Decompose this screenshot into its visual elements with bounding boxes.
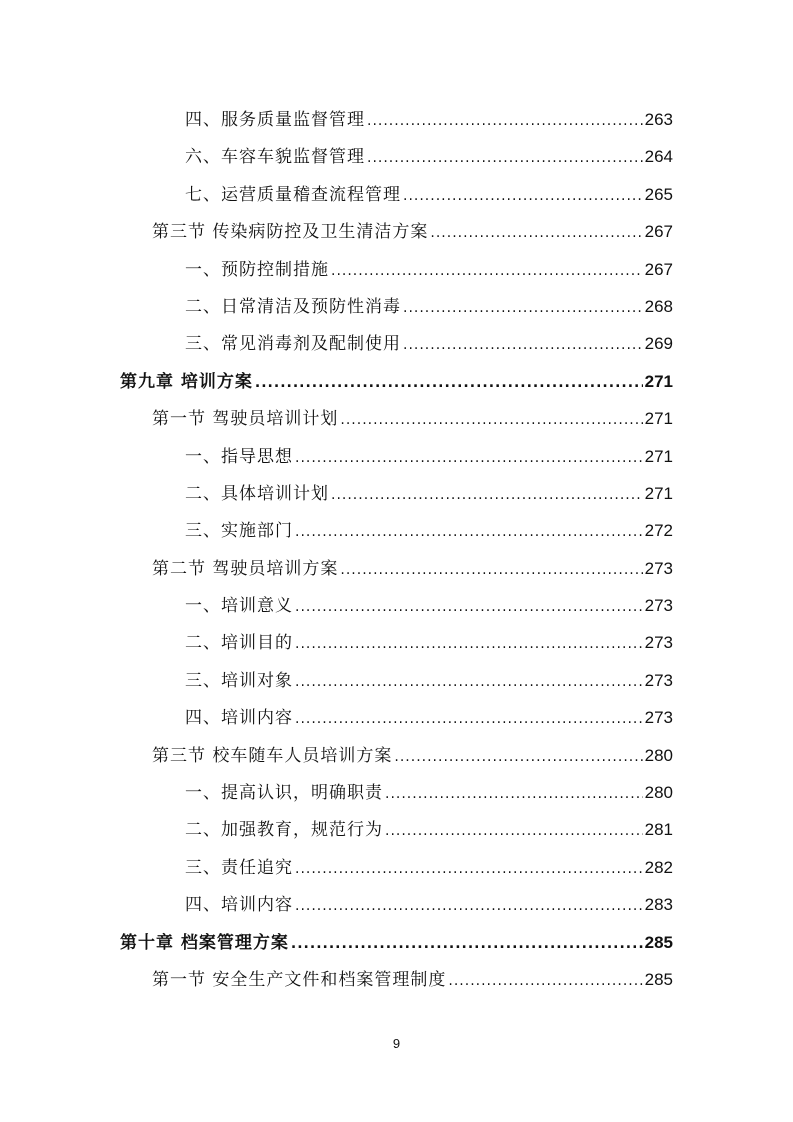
toc-entry-page: 265 [644, 184, 673, 204]
dot-leader [385, 776, 643, 813]
toc-section-entry[interactable] [0, 213, 793, 250]
toc-subsection-entry[interactable] [0, 774, 793, 811]
dot-leader [385, 813, 643, 850]
toc-entry-page: 285 [644, 969, 673, 989]
toc-entry-title: 三、责任追究 [185, 857, 293, 878]
toc-entry-title: 四、服务质量监督管理 [185, 110, 365, 130]
toc-entry-page: 271 [644, 409, 673, 429]
dot-leader [295, 701, 643, 738]
toc-entry-page: 268 [644, 296, 673, 316]
toc-section-entry[interactable] [0, 400, 793, 437]
toc-entry-page: 273 [644, 670, 673, 690]
page-number: 9 [392, 1036, 401, 1051]
dot-leader [295, 664, 643, 701]
toc-entry-page: 273 [644, 633, 673, 653]
toc-entry-title: 第十章 档案管理方案 [120, 932, 289, 953]
toc-entry-title: 三、培训对象 [185, 670, 293, 691]
toc-entry-title: 一、培训意义 [185, 596, 293, 617]
toc-entry-title: 第一节 驾驶员培训计划 [152, 409, 339, 430]
toc-subsection-entry[interactable] [0, 512, 793, 549]
toc-entry-page: 271 [644, 371, 673, 391]
toc-entry-title: 四、培训内容 [185, 895, 293, 916]
toc-entry-title: 三、实施部门 [185, 521, 293, 542]
dot-leader [448, 963, 642, 1000]
toc-entry-page: 280 [644, 783, 673, 803]
toc-entry-page: 280 [644, 745, 673, 765]
toc-subsection-entry[interactable] [0, 811, 793, 848]
toc-subsection-entry[interactable] [0, 325, 793, 362]
toc-entry-page: 281 [644, 820, 673, 840]
toc-entry-page: 271 [644, 446, 673, 466]
toc-subsection-entry[interactable] [0, 886, 793, 923]
toc-entry-title: 七、运营质量稽查流程管理 [185, 184, 401, 205]
toc-entry-page: 264 [644, 147, 673, 167]
toc-entry-page: 273 [644, 596, 673, 616]
toc-entry-title: 第九章 培训方案 [120, 371, 253, 392]
dot-leader [340, 552, 642, 589]
toc-section-entry[interactable] [0, 961, 793, 998]
toc-entry-title: 四、培训内容 [185, 708, 293, 729]
toc-subsection-entry[interactable] [0, 176, 793, 213]
dot-leader [295, 440, 643, 477]
toc-entry-title: 第三节 传染病防控及卫生清洁方案 [152, 222, 429, 243]
toc-entry-title: 第二节 驾驶员培训方案 [152, 558, 339, 579]
toc-entry-page: 273 [644, 558, 673, 578]
dot-leader [255, 365, 643, 402]
toc-section-entry[interactable] [0, 737, 793, 774]
dot-leader [295, 851, 643, 888]
dot-leader [295, 626, 643, 663]
dot-leader [331, 477, 643, 514]
toc-entry-page: 285 [644, 932, 673, 952]
toc-subsection-entry[interactable] [0, 699, 793, 736]
toc-entry-page: 267 [644, 222, 673, 242]
toc-entry-title: 一、指导思想 [185, 446, 293, 467]
toc-entry-title: 六、车容车貌监督管理 [185, 147, 365, 168]
toc-entry-page: 271 [644, 483, 673, 503]
toc-entry-title: 二、具体培训计划 [185, 483, 329, 504]
toc-entry-page: 283 [644, 895, 673, 915]
dot-leader [331, 253, 643, 290]
toc-subsection-entry[interactable] [0, 475, 793, 512]
dot-leader [403, 178, 643, 215]
dot-leader [295, 888, 643, 925]
toc-entry-title: 二、日常清洁及预防性消毒 [185, 296, 401, 317]
toc-subsection-entry[interactable] [0, 849, 793, 886]
dot-leader [367, 103, 643, 140]
toc-subsection-entry[interactable] [0, 251, 793, 288]
toc-entry-title: 二、加强教育，规范行为 [185, 820, 383, 841]
toc-entry-page: 282 [644, 857, 673, 877]
dot-leader [394, 739, 642, 776]
dot-leader [295, 514, 643, 551]
toc-entry-page: 269 [644, 334, 673, 354]
table-of-contents [0, 101, 793, 998]
toc-subsection-entry[interactable] [0, 624, 793, 661]
dot-leader [430, 215, 642, 252]
toc-subsection-entry[interactable] [0, 438, 793, 475]
dot-leader [291, 926, 643, 963]
toc-entry-title: 二、培训目的 [185, 633, 293, 654]
toc-subsection-entry[interactable] [0, 662, 793, 699]
toc-chapter-entry[interactable] [0, 363, 793, 400]
dot-leader [403, 290, 643, 327]
toc-subsection-entry[interactable] [0, 587, 793, 624]
dot-leader [295, 589, 643, 626]
toc-entry-page: 263 [644, 110, 673, 129]
toc-entry-page: 272 [644, 521, 673, 541]
dot-leader [340, 402, 642, 439]
toc-entry-title: 第三节 校车随车人员培训方案 [152, 745, 393, 766]
dot-leader [403, 327, 643, 364]
toc-section-entry[interactable] [0, 550, 793, 587]
toc-subsection-entry[interactable] [0, 101, 793, 138]
toc-entry-page: 267 [644, 259, 673, 279]
dot-leader [367, 140, 643, 177]
toc-entry-title: 一、提高认识，明确职责 [185, 783, 383, 804]
toc-entry-title: 三、常见消毒剂及配制使用 [185, 334, 401, 355]
toc-subsection-entry[interactable] [0, 288, 793, 325]
toc-chapter-entry[interactable] [0, 924, 793, 961]
toc-entry-title: 一、预防控制措施 [185, 259, 329, 280]
toc-entry-title: 第一节 安全生产文件和档案管理制度 [152, 969, 447, 990]
toc-entry-page: 273 [644, 708, 673, 728]
toc-subsection-entry[interactable] [0, 138, 793, 175]
